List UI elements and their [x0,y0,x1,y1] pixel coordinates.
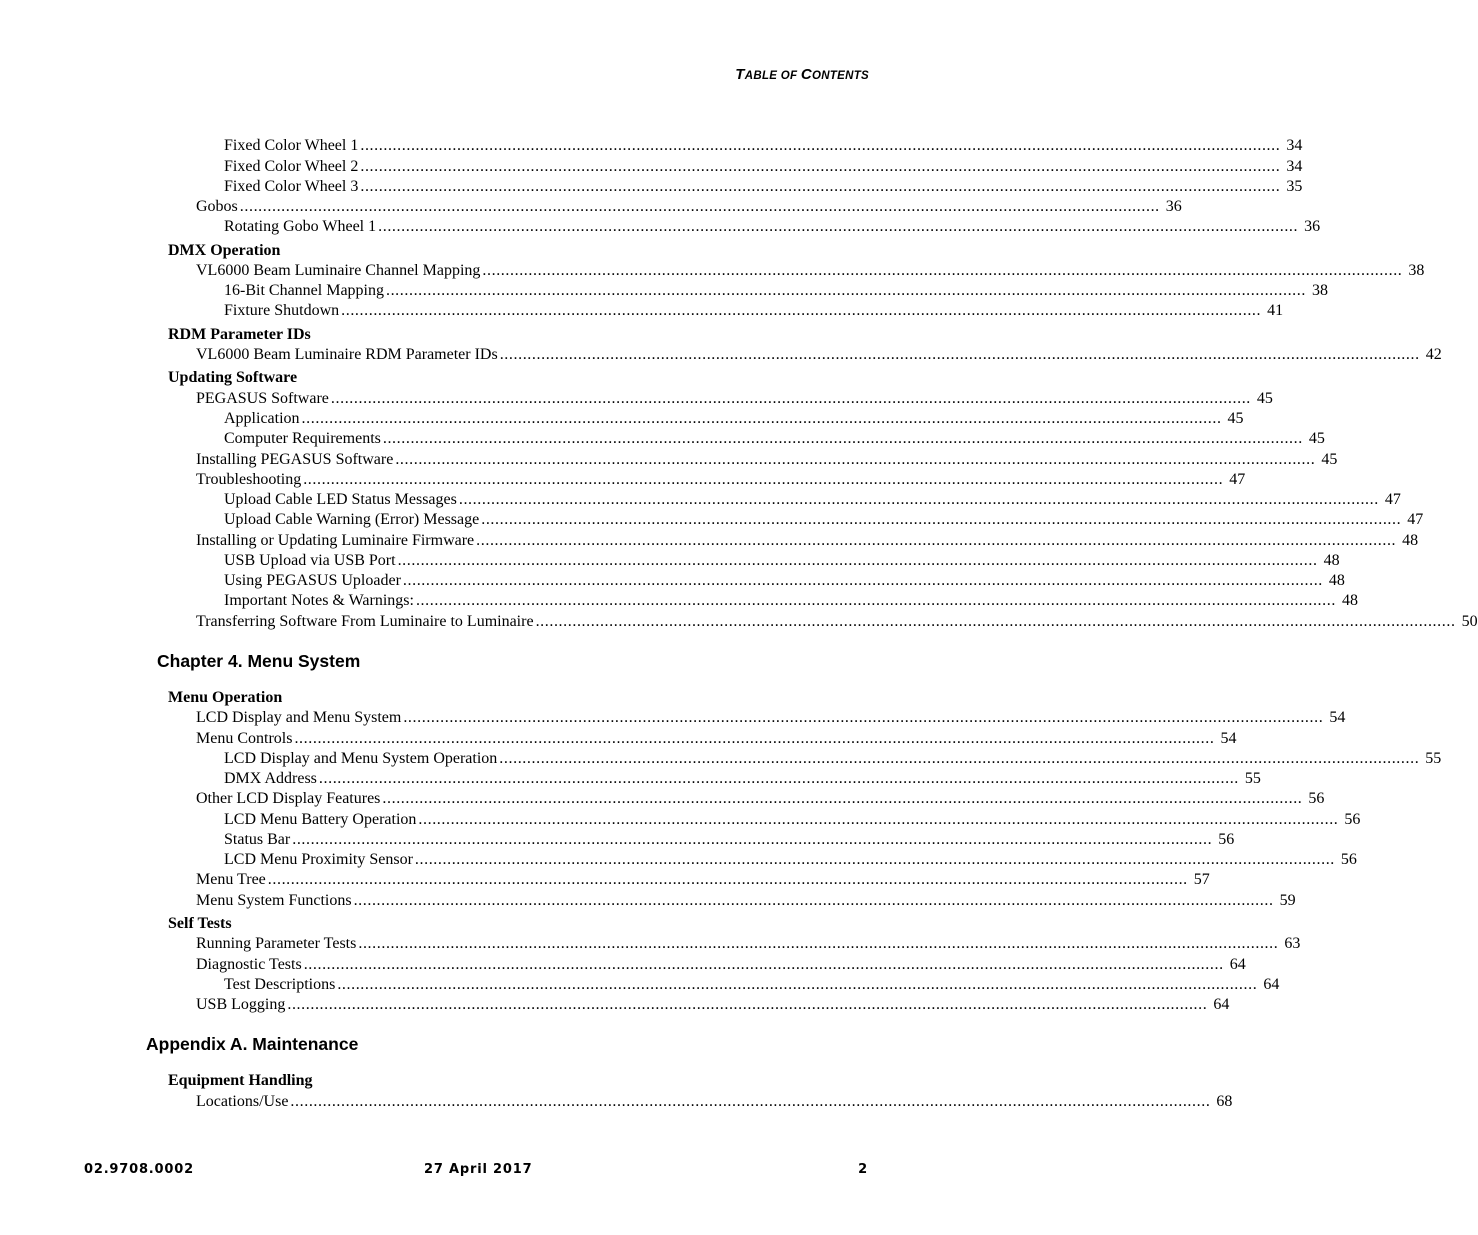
toc-entry[interactable]: Installing or Updating Luminaire Firmware ........................................................................................................................................................................................................ 48 [196,532,1419,549]
toc-entry[interactable]: Menu Controls ........................................................................................................................................................................................................ 54 [196,730,1237,747]
section-heading-updating-software: Updating Software [168,369,298,386]
toc-entry[interactable]: VL6000 Beam Luminaire RDM Parameter IDs ........................................................................................................................................................................................................ 42 [196,346,1442,363]
toc-entry[interactable]: Upload Cable LED Status Messages ........................................................................................................................................................................................................ 47 [224,491,1401,508]
section-heading-rdm-parameter-ids: RDM Parameter IDs [168,326,311,343]
toc-entry[interactable]: Upload Cable Warning (Error) Message ........................................................................................................................................................................................................ 47 [224,511,1424,528]
section-heading-self-tests: Self Tests [168,915,232,932]
toc-entry[interactable]: Application ........................................................................................................................................................................................................ 45 [224,410,1244,427]
toc-entry[interactable]: Running Parameter Tests ........................................................................................................................................................................................................ 63 [196,935,1301,952]
toc-entry[interactable]: USB Upload via USB Port ........................................................................................................................................................................................................ 48 [224,552,1340,569]
toc-entry[interactable]: Test Descriptions ........................................................................................................................................................................................................ 64 [224,976,1280,993]
toc-entry[interactable]: LCD Menu Battery Operation ........................................................................................................................................................................................................ 56 [224,811,1361,828]
toc-entry[interactable]: Transferring Software From Luminaire to Luminaire ........................................................................................................................................................................................................ 50 [196,613,1478,630]
toc-entry[interactable]: Fixed Color Wheel 2 ........................................................................................................................................................................................................ 34 [224,158,1303,175]
toc-entry[interactable]: Locations/Use ........................................................................................................................................................................................................ 68 [196,1093,1233,1110]
toc-entry[interactable]: Troubleshooting ........................................................................................................................................................................................................ 47 [196,471,1246,488]
toc-entry[interactable]: Diagnostic Tests ........................................................................................................................................................................................................ 64 [196,956,1246,973]
toc-entry[interactable]: LCD Display and Menu System Operation ........................................................................................................................................................................................................ 55 [224,750,1442,767]
footer-doc-number: 02.9708.0002 [84,1162,194,1177]
toc-entry[interactable]: Installing PEGASUS Software ........................................................................................................................................................................................................ 45 [196,451,1338,468]
section-heading-equipment-handling: Equipment Handling [168,1072,313,1089]
footer-date: 27 April 2017 [424,1162,533,1177]
toc-entry[interactable]: LCD Menu Proximity Sensor ........................................................................................................................................................................................................ 56 [224,851,1357,868]
toc-entry[interactable]: VL6000 Beam Luminaire Channel Mapping ........................................................................................................................................................................................................ 38 [196,262,1425,279]
toc-entry[interactable]: Rotating Gobo Wheel 1 ........................................................................................................................................................................................................ 36 [224,218,1321,235]
toc-entry[interactable]: Using PEGASUS Uploader ........................................................................................................................................................................................................ 48 [224,572,1345,589]
toc-entry[interactable]: PEGASUS Software ........................................................................................................................................................................................................ 45 [196,390,1273,407]
toc-entry[interactable]: USB Logging ........................................................................................................................................................................................................ 64 [196,996,1230,1013]
toc-entry[interactable]: Other LCD Display Features ........................................................................................................................................................................................................ 56 [196,790,1325,807]
toc-entry[interactable]: 16-Bit Channel Mapping ........................................................................................................................................................................................................ 38 [224,282,1328,299]
toc-entry[interactable]: Fixed Color Wheel 1 ........................................................................................................................................................................................................ 34 [224,137,1303,154]
toc-entry[interactable]: Menu System Functions ........................................................................................................................................................................................................ 59 [196,892,1296,909]
toc-entry[interactable]: Fixture Shutdown ........................................................................................................................................................................................................ 41 [224,302,1284,319]
footer-page-number: 2 [858,1162,868,1177]
toc-entry[interactable]: Important Notes & Warnings: ........................................................................................................................................................................................................ 48 [224,592,1358,609]
toc-entry[interactable]: LCD Display and Menu System ........................................................................................................................................................................................................ 54 [196,709,1346,726]
section-heading-dmx-operation: DMX Operation [168,242,281,259]
toc-entry[interactable]: Menu Tree ........................................................................................................................................................................................................ 57 [196,871,1210,888]
page-header-title: TABLE OF CONTENTS [735,66,869,83]
appendix-heading[interactable]: Appendix A. Maintenance [146,1034,359,1054]
chapter-heading[interactable]: Chapter 4. Menu System [157,651,361,671]
toc-entry[interactable]: Computer Requirements ........................................................................................................................................................................................................ 45 [224,430,1325,447]
toc-entry[interactable]: Gobos ........................................................................................................................................................................................................ 36 [196,198,1182,215]
section-heading-menu-operation: Menu Operation [168,689,283,706]
toc-entry[interactable]: Status Bar ........................................................................................................................................................................................................ 56 [224,831,1235,848]
toc-entry[interactable]: Fixed Color Wheel 3 ........................................................................................................................................................................................................ 35 [224,178,1303,195]
toc-entry[interactable]: DMX Address ........................................................................................................................................................................................................ 55 [224,770,1261,787]
